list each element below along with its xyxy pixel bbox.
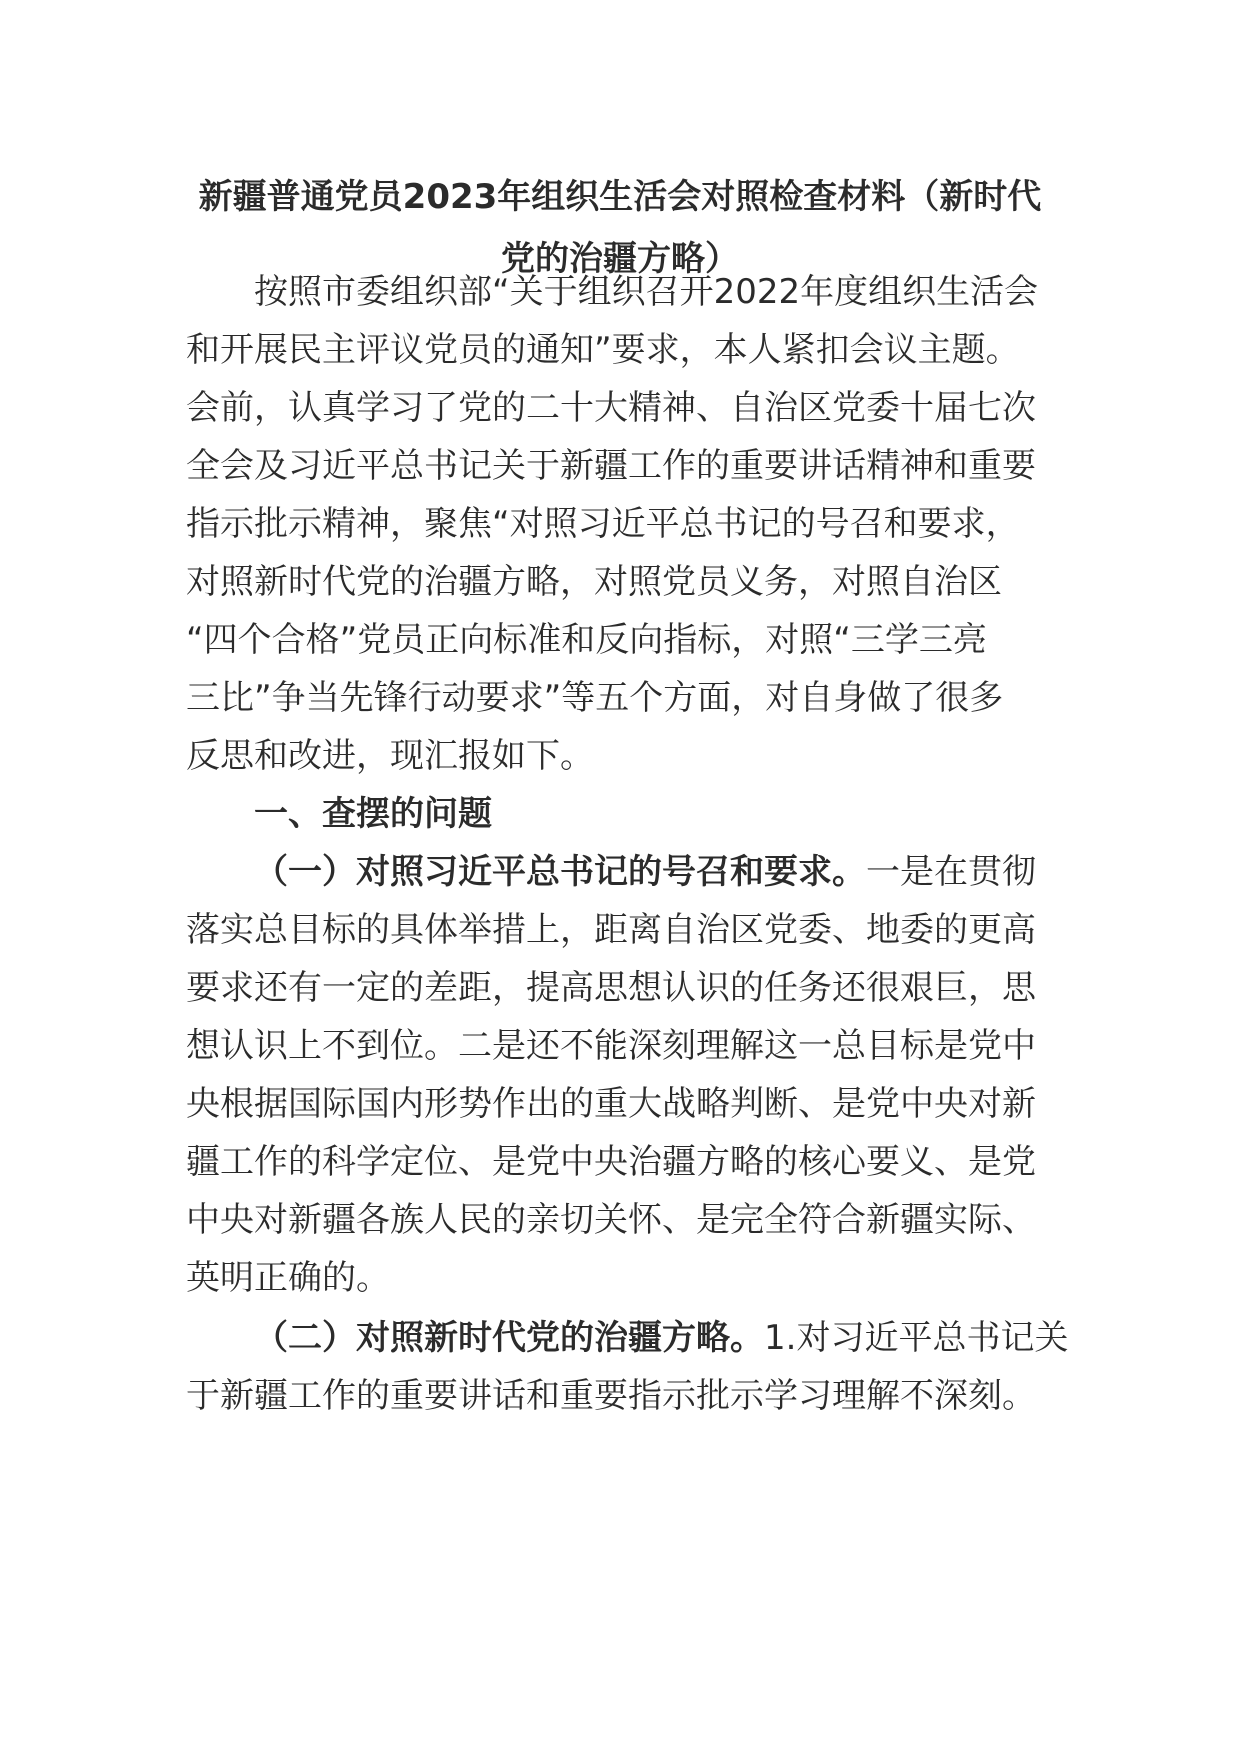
sub1-line-6: 疆工作的科学定位、是党中央治疆方略的核心要义、是党 [186,1142,1036,1182]
intro-line-4: 全会及习近平总书记关于新疆工作的重要讲话精神和重要 [186,446,1036,486]
intro-line-8: 三比”争当先锋行动要求”等五个方面，对自身做了很多 [186,678,1004,718]
sub2-heading: （二）对照新时代党的治疆方略。 [254,1318,764,1358]
title-line-2: 党的治疆方略） [501,239,739,279]
sub2-first-line [254,1318,1068,1358]
intro-line-9: 反思和改进，现汇报如下。 [186,736,594,776]
intro-line-2: 和开展民主评议党员的通知”要求，本人紧扣会议主题。 [186,330,1020,370]
section-heading-problems: 一、查摆的问题 [254,794,492,834]
sub2-line-2: 于新疆工作的重要讲话和重要指示批示学习理解不深刻。 [186,1376,1036,1416]
sub1-line-7: 中央对新疆各族人民的亲切关怀、是完全符合新疆实际、 [186,1200,1036,1240]
intro-line-5: 指示批示精神，聚焦“对照习近平总书记的号召和要求， [186,504,1020,544]
intro-line-6: 对照新时代党的治疆方略，对照党员义务，对照自治区 [186,562,1002,602]
sub1-line-4: 想认识上不到位。二是还不能深刻理解这一总目标是党中 [186,1026,1036,1066]
intro-line-1: 按照市委组织部“关于组织召开2022年度组织生活会 [254,272,1039,312]
sub1-first-line [254,852,1036,892]
intro-line-3: 会前，认真学习了党的二十大精神、自治区党委十届七次 [186,388,1036,428]
title-line-1: 新疆普通党员2023年组织生活会对照检查材料（新时代 [198,177,1042,217]
sub1-line-3: 要求还有一定的差距，提高思想认识的任务还很艰巨，思 [186,968,1036,1008]
sub1-line-2: 落实总目标的具体举措上，距离自治区党委、地委的更高 [186,910,1036,950]
sub2-first-line-text: 1.对习近平总书记关 [764,1318,1069,1358]
intro-line-7: “四个合格”党员正向标准和反向指标，对照“三学三亮 [186,620,987,660]
sub1-first-line-text: 一是在贯彻 [866,852,1036,892]
sub1-line-8: 英明正确的。 [186,1258,390,1298]
sub1-heading: （一）对照习近平总书记的号召和要求。 [254,852,866,892]
sub1-line-5: 央根据国际国内形势作出的重大战略判断、是党中央对新 [186,1084,1036,1124]
